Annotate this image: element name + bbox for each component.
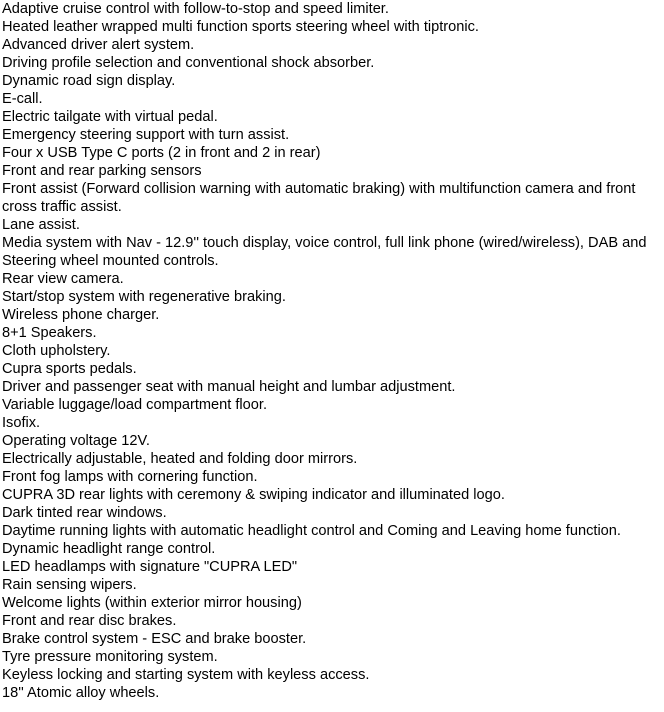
- feature-item: Isofix.: [2, 415, 41, 431]
- feature-item: Driving profile selection and conventional shock absorber.: [2, 55, 375, 71]
- feature-item: Rain sensing wipers.: [2, 577, 137, 593]
- feature-item: Media system with Nav - 12.9'' touch display, voice control, full link phone (wired/wireless), DAB and Steering wheel mounted controls.: [2, 235, 647, 269]
- feature-item: Emergency steering support with turn assist.: [2, 127, 290, 143]
- feature-item: E-call.: [2, 91, 43, 107]
- feature-item: Dynamic headlight range control.: [2, 541, 216, 557]
- feature-item: Electric tailgate with virtual pedal.: [2, 109, 218, 125]
- feature-item: Adaptive cruise control with follow-to-stop and speed limiter.: [2, 1, 389, 17]
- feature-item: Four x USB Type C ports (2 in front and 2 in rear): [2, 145, 321, 161]
- feature-item: Front and rear disc brakes.: [2, 613, 177, 629]
- feature-item: Wireless phone charger.: [2, 307, 160, 323]
- feature-item: 18'' Atomic alloy wheels.: [2, 685, 160, 701]
- feature-item: Front fog lamps with cornering function.: [2, 469, 258, 485]
- feature-item: Keyless locking and starting system with keyless access.: [2, 667, 370, 683]
- feature-item: Dynamic road sign display.: [2, 73, 176, 89]
- feature-item: Daytime running lights with automatic headlight control and Coming and Leaving home function.: [2, 523, 621, 539]
- feature-item: Cloth upholstery.: [2, 343, 111, 359]
- feature-item: Operating voltage 12V.: [2, 433, 150, 449]
- feature-item: 8+1 Speakers.: [2, 325, 97, 341]
- feature-item: Dark tinted rear windows.: [2, 505, 167, 521]
- feature-item: Variable luggage/load compartment floor.: [2, 397, 268, 413]
- feature-item: Lane assist.: [2, 217, 80, 233]
- feature-item: CUPRA 3D rear lights with ceremony & swiping indicator and illuminated logo.: [2, 487, 505, 503]
- feature-item: Electrically adjustable, heated and folding door mirrors.: [2, 451, 358, 467]
- feature-item: Heated leather wrapped multi function sports steering wheel with tiptronic.: [2, 19, 479, 35]
- feature-item: LED headlamps with signature "CUPRA LED": [2, 559, 298, 575]
- feature-item: Driver and passenger seat with manual height and lumbar adjustment.: [2, 379, 456, 395]
- feature-item: Front assist (Forward collision warning with automatic braking) with multifunction camera and front cross traffic assist.: [2, 181, 636, 215]
- feature-list: [2, 0, 662, 702]
- feature-item: Start/stop system with regenerative braking.: [2, 289, 286, 305]
- feature-item: Cupra sports pedals.: [2, 361, 137, 377]
- feature-item: Advanced driver alert system.: [2, 37, 195, 53]
- feature-item: Rear view camera.: [2, 271, 124, 287]
- feature-item: Welcome lights (within exterior mirror housing): [2, 595, 302, 611]
- feature-item: Tyre pressure monitoring system.: [2, 649, 218, 665]
- feature-item: Brake control system - ESC and brake booster.: [2, 631, 307, 647]
- feature-item: Front and rear parking sensors: [2, 163, 202, 179]
